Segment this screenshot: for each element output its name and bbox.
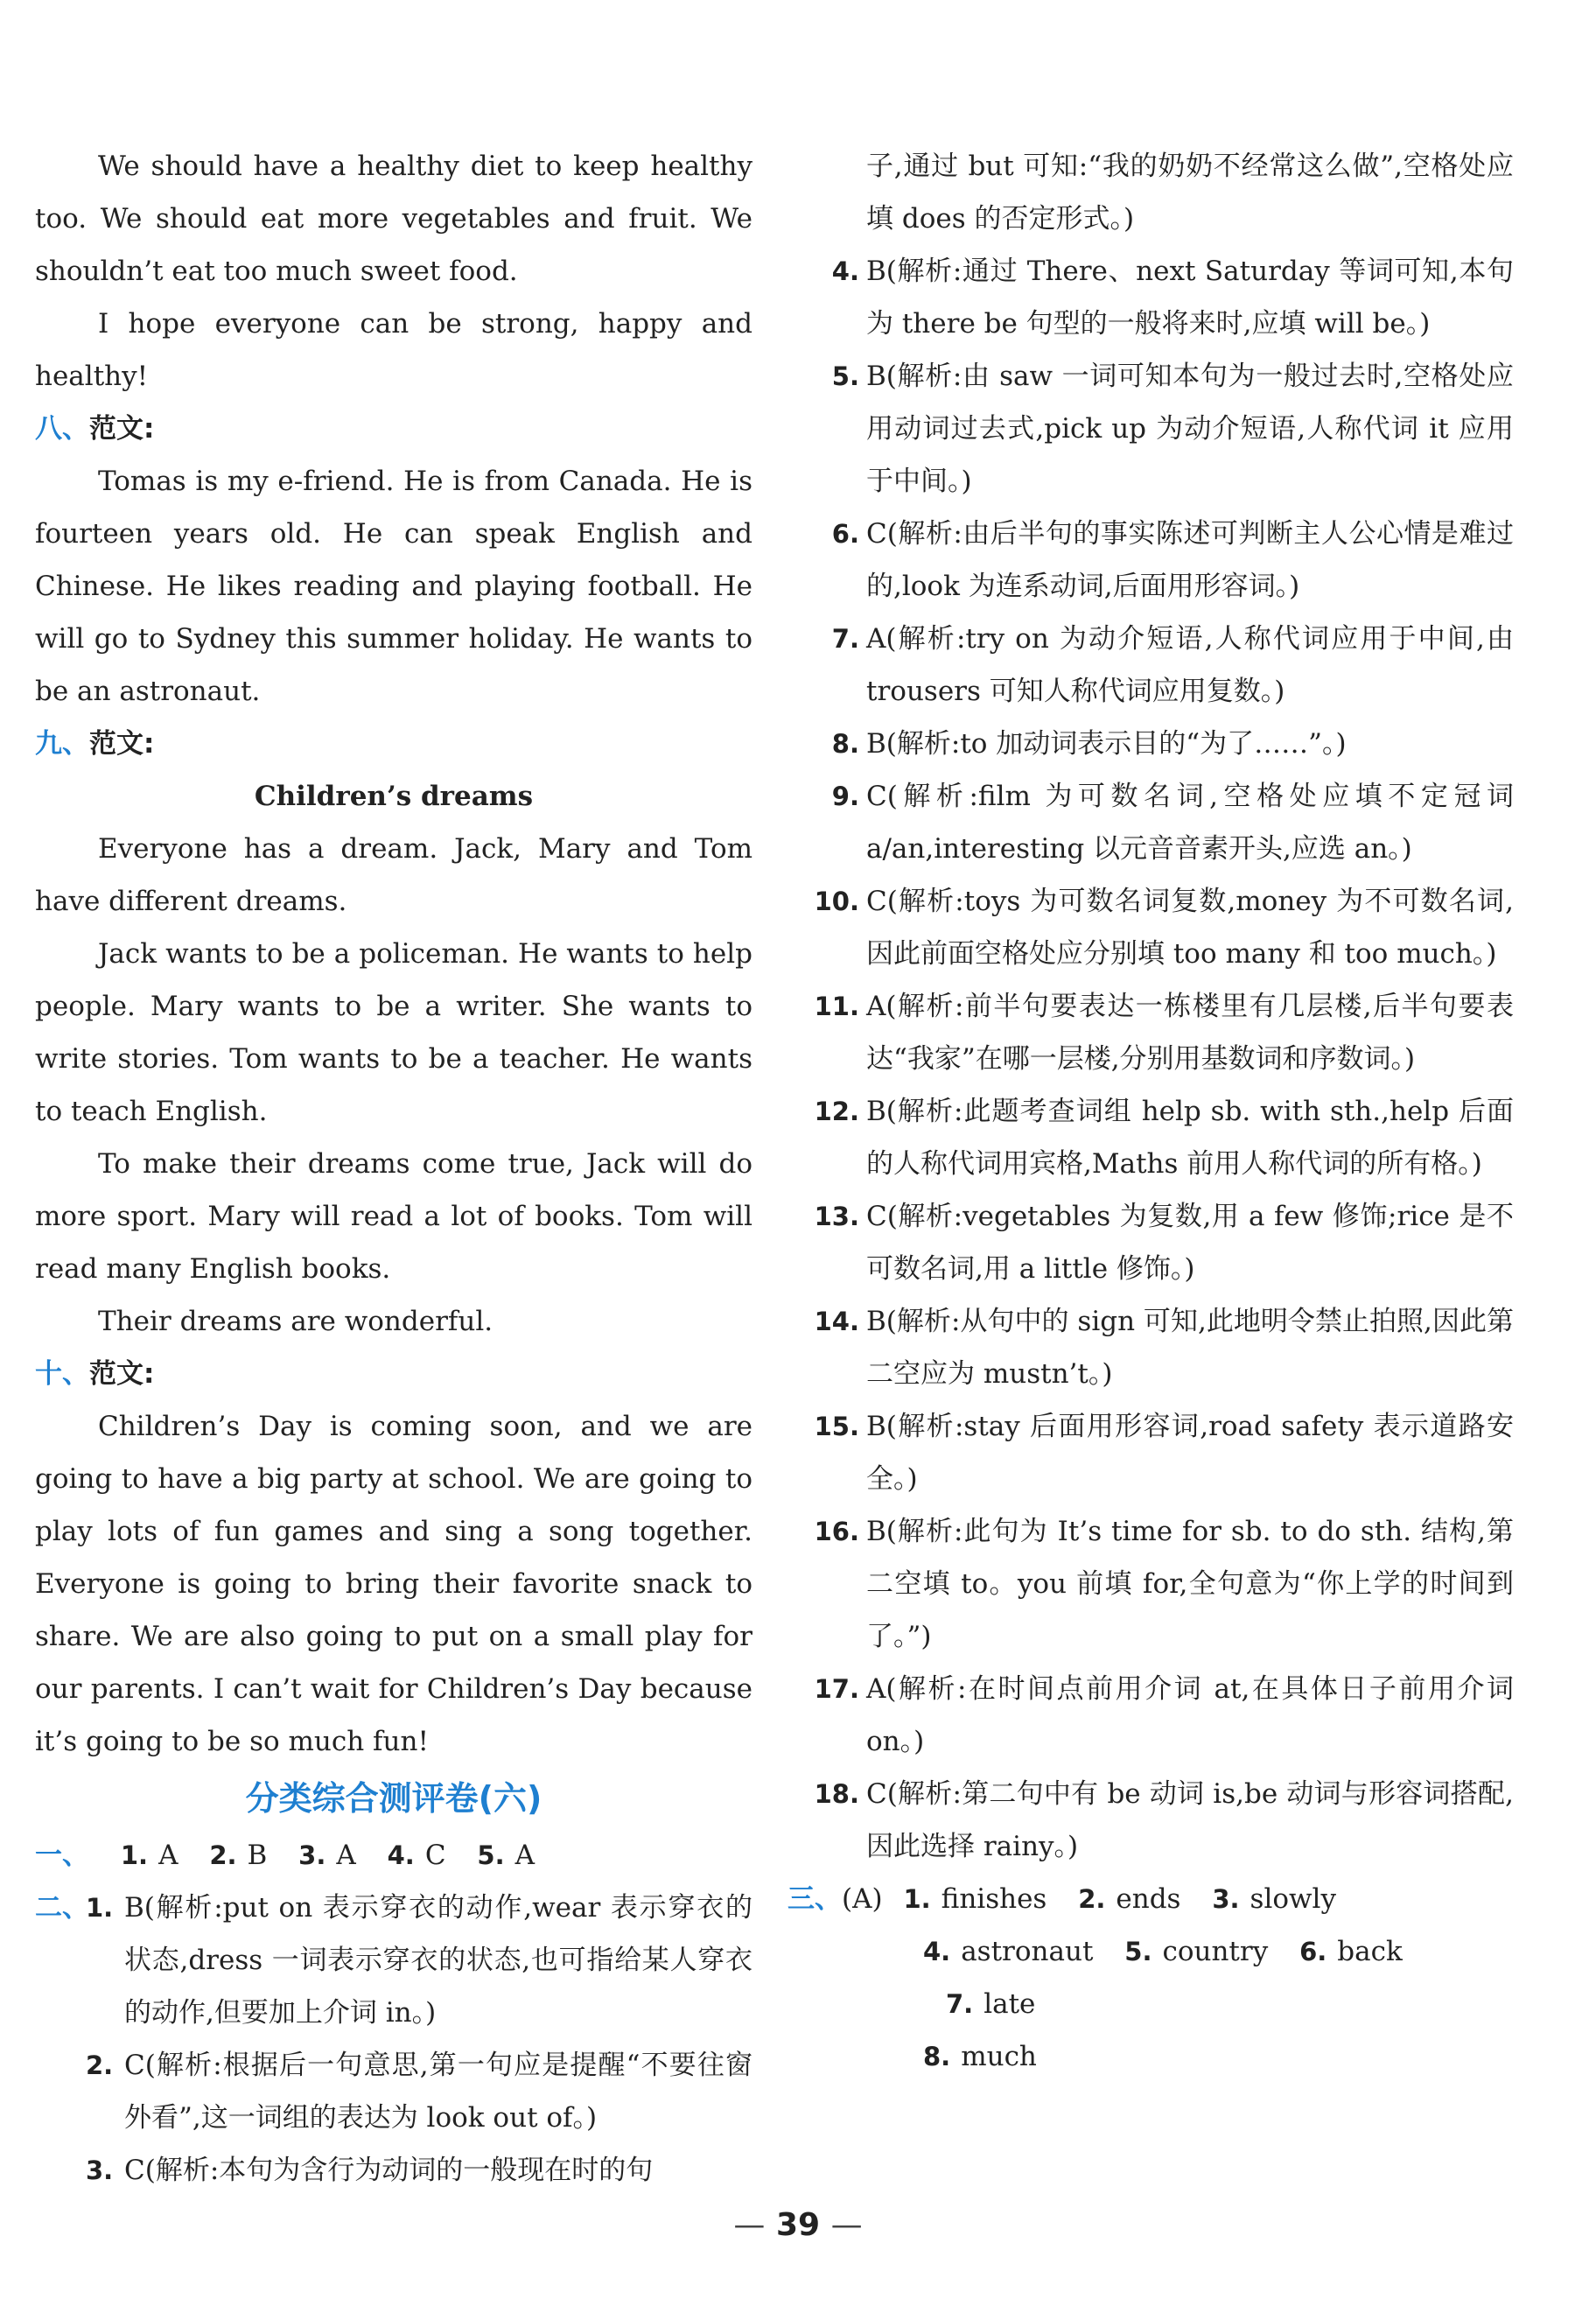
- essay-paragraph: Tomas is my e-friend. He is from Canada. He is fourteen years old. He can speak English and Chinese. He likes reading and playing football. He will go to Sydney this summer holiday. He wants to be an astronaut.: [35, 466, 752, 707]
- part-3-answers-row-2: [814, 1925, 1514, 2030]
- dash-right: —: [830, 2207, 863, 2243]
- item-number: 8.: [831, 729, 859, 759]
- essay-title: Children’s dreams: [254, 781, 534, 812]
- page-number-value: 39: [775, 2207, 821, 2243]
- item-text: B(解析:此句为 It’s time for sb. to do sth. 结构,第二空填 to。you 前填 for,全句意为“你上学的时间到了。”): [866, 1516, 1514, 1652]
- item-number: 3.: [86, 2155, 114, 2185]
- part-label: 一、: [35, 1840, 89, 1871]
- item-text: A(解析:try on 为动介短语,人称代词应用于中间,由 trousers 可知人称代词应用复数。): [866, 623, 1514, 707]
- item-number: 11.: [814, 992, 859, 1021]
- answer: late: [984, 1988, 1036, 2020]
- answer-item: [35, 1882, 752, 2039]
- item-text: C(解析:vegetables 为复数,用 a few 修饰;rice 是不可数名词,用 a little 修饰。): [866, 1201, 1514, 1285]
- part-3-answers-row-3: [814, 2030, 1514, 2083]
- item-number: 12.: [814, 1097, 859, 1126]
- right-column: [788, 140, 1514, 2083]
- section-title: 范文:: [89, 1358, 155, 1390]
- item-text: C(解析:film 为可数名词,空格处应填不定冠词 a/an,interesting 以元音音素开头,应选 an。): [866, 781, 1514, 865]
- item-text: B(解析:由 saw 一词可知本句为一般过去时,空格处应用动词过去式,pick up 为动介短语,人称代词 it 应用于中间。): [866, 361, 1514, 497]
- essay-paragraph: Jack wants to be a policeman. He wants to help people. Mary wants to be a writer. She wants to write stories. Tom wants to be a teacher. He wants to teach English.: [35, 938, 752, 1127]
- answer-item: [814, 980, 1514, 1085]
- answer: finishes: [941, 1883, 1047, 1915]
- item-number: 18.: [814, 1779, 859, 1809]
- answer-number: 3.: [298, 1840, 326, 1870]
- answer-item: [814, 1190, 1514, 1295]
- answer: slowly: [1250, 1883, 1336, 1915]
- answer-item: [35, 2039, 752, 2144]
- item-text: A(解析:前半句要表达一栋楼里有几层楼,后半句要表达“我家”在哪一层楼,分别用基数词和序数词。): [866, 991, 1514, 1075]
- item-number: 6.: [831, 519, 859, 549]
- item-text: C(解析:本句为含行为动词的一般现在时的句: [124, 2155, 654, 2186]
- answer-number: 4.: [387, 1840, 415, 1870]
- answer: ends: [1116, 1883, 1181, 1915]
- answer: country: [1162, 1936, 1269, 1967]
- section-9-heading: [35, 718, 752, 770]
- item-text: A(解析:在时间点前用介词 at,在具体日子前用介词 on。): [866, 1673, 1514, 1757]
- answer-number: 6.: [1299, 1937, 1327, 1966]
- answer-item: [814, 350, 1514, 508]
- answer: much: [961, 2041, 1037, 2072]
- answer-item-continued: [814, 140, 1514, 245]
- item-text: B(解析:stay 后面用形容词,road safety 表示道路安全。): [866, 1411, 1514, 1495]
- answer-item: [814, 770, 1514, 875]
- item-text: C(解析:toys 为可数名词复数,money 为不可数名词,因此前面空格处应分别填 too many 和 too much。): [866, 886, 1514, 970]
- answer-number: 7.: [946, 1989, 974, 2019]
- answer: B: [247, 1840, 268, 1871]
- answer-item: [814, 1400, 1514, 1505]
- item-text: B(解析:to 加动词表示目的“为了……”。): [866, 728, 1347, 760]
- answer-item: [35, 2144, 752, 2197]
- section-number: 十、: [35, 1358, 89, 1390]
- answer-item: [814, 508, 1514, 613]
- answer-item: [814, 245, 1514, 350]
- essay-paragraph: Their dreams are wonderful.: [98, 1306, 494, 1337]
- answer-item: [814, 1085, 1514, 1190]
- answer-item: [814, 1505, 1514, 1663]
- answer-item: [814, 1295, 1514, 1400]
- essay-paragraph: To make their dreams come true, Jack will do more sport. Mary will read a lot of books. Tom will read many English books.: [35, 1148, 752, 1285]
- part-label: 三、: [788, 1883, 842, 1915]
- item-text: B(解析:此题考查词组 help sb. with sth.,help 后面的人称代词用宾格,Maths 前用人称代词的所有格。): [866, 1096, 1514, 1180]
- answer: C: [424, 1840, 446, 1871]
- answer: back: [1337, 1936, 1403, 1967]
- answer: A: [158, 1840, 178, 1871]
- part-1-answers: [35, 1829, 752, 1882]
- part-label: 二、: [35, 1892, 89, 1924]
- item-number: 9.: [831, 782, 859, 811]
- answer-number: 2.: [1078, 1884, 1106, 1914]
- answer-number: 4.: [923, 1937, 951, 1966]
- item-text: B(解析:put on 表示穿衣的动作,wear 表示穿衣的状态,dress 一词表示穿衣的状态,也可指给某人穿衣的动作,但要加上介词 in。): [124, 1892, 752, 2029]
- part-3-answers-row-1: [788, 1873, 1514, 1925]
- item-number: 17.: [814, 1674, 859, 1704]
- item-number: 1.: [86, 1893, 114, 1923]
- section-number: 九、: [35, 728, 89, 760]
- answer-item: [814, 613, 1514, 718]
- answer-number: 1.: [903, 1884, 931, 1914]
- answer-number: 3.: [1212, 1884, 1240, 1914]
- item-text: 子,通过 but 可知:“我的奶奶不经常这么做”,空格处应填 does 的否定形式。): [866, 151, 1514, 235]
- item-number: 7.: [831, 624, 859, 654]
- section-10-heading: [35, 1348, 752, 1400]
- section-number: 八、: [35, 413, 89, 445]
- sub-part-label: (A): [842, 1883, 883, 1915]
- item-text: C(解析:由后半句的事实陈述可判断主人公心情是难过的,look 为连系动词,后面用形容词。): [866, 518, 1514, 602]
- answer-number: 2.: [209, 1840, 237, 1870]
- answer-item: [814, 1663, 1514, 1768]
- answer-number: 8.: [923, 2042, 951, 2071]
- item-number: 4.: [831, 256, 859, 286]
- item-text: B(解析:通过 There、next Saturday 等词可知,本句为 there be 句型的一般将来时,应填 will be。): [866, 256, 1514, 340]
- answer-item: [814, 1768, 1514, 1873]
- dash-left: —: [733, 2207, 766, 2243]
- section-8-heading: [35, 403, 752, 455]
- answer: astronaut: [961, 1936, 1094, 1967]
- item-number: 13.: [814, 1202, 859, 1231]
- essay-paragraph: We should have a healthy diet to keep healthy too. We should eat more vegetables and fruit. We shouldn’t eat too much sweet food.: [35, 151, 752, 287]
- essay-paragraph: I hope everyone can be strong, happy and healthy!: [35, 308, 752, 392]
- item-text: C(解析:根据后一句意思,第一句应是提醒“不要往窗外看”,这一词组的表达为 look out of。): [124, 2050, 752, 2134]
- answer-item: [814, 718, 1514, 770]
- item-text: C(解析:第二句中有 be 动词 is,be 动词与形容词搭配,因此选择 rainy。): [866, 1778, 1514, 1862]
- left-column: [35, 140, 752, 2197]
- answer-number: 5.: [1124, 1937, 1152, 1966]
- essay-paragraph: Everyone has a dream. Jack, Mary and Tom have different dreams.: [35, 833, 752, 917]
- answer-number: 5.: [477, 1840, 505, 1870]
- paper-title: 分类综合测评卷(六): [245, 1779, 542, 1818]
- item-text: B(解析:从句中的 sign 可知,此地明令禁止拍照,因此第二空应为 mustn’t。): [866, 1306, 1514, 1390]
- section-title: 范文:: [89, 413, 155, 445]
- item-number: 14.: [814, 1307, 859, 1336]
- section-title: 范文:: [89, 728, 155, 760]
- answer-item: [814, 875, 1514, 980]
- essay-paragraph: Children’s Day is coming soon, and we are going to have a big party at school. We are going to play lots of fun games and sing a song together. Everyone is going to bring their favorite snack to share. We are also going to put on a small play for our parents. I can’t wait for Children’s Day because it’s going to be so much fun!: [35, 1411, 752, 1757]
- item-number: 15.: [814, 1412, 859, 1441]
- answer: A: [514, 1840, 535, 1871]
- item-number: 5.: [831, 361, 859, 391]
- answer: A: [336, 1840, 356, 1871]
- page-number: [0, 2207, 1596, 2243]
- item-number: 16.: [814, 1517, 859, 1546]
- item-number: 10.: [814, 887, 859, 916]
- item-number: 2.: [86, 2050, 114, 2080]
- answer-number: 1.: [120, 1840, 149, 1870]
